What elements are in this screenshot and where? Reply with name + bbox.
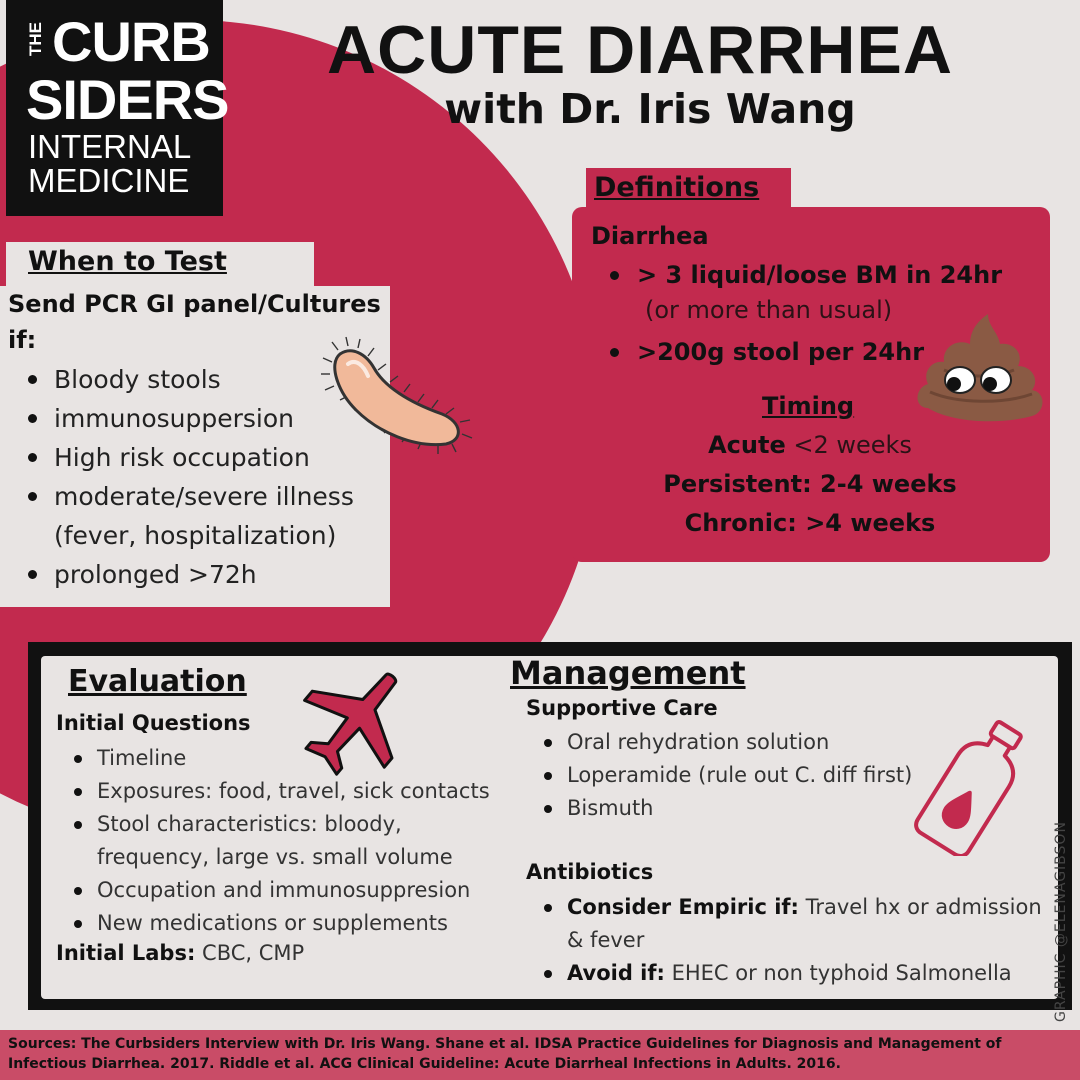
timing-persistent-text: Persistent: 2-4 weeks: [663, 470, 957, 498]
timing-persistent: [590, 469, 1030, 499]
timing-acute-value: <2 weeks: [785, 431, 912, 459]
antibiotics-item-text: Travel hx or admission & fever: [567, 895, 1042, 952]
initial-questions-list: [74, 742, 514, 940]
list-item: Exposures: food, travel, sick contacts: [74, 775, 514, 808]
list-item: New medications or supplements: [74, 907, 514, 940]
when-to-test-title: When to Test: [28, 246, 227, 277]
management-title: Management: [510, 654, 746, 692]
supportive-care-list: [544, 726, 944, 825]
definitions-subtitle: Diarrhea: [591, 222, 709, 250]
antibiotics-item-text: EHEC or non typhoid Salmonella: [664, 961, 1012, 985]
logo-siders: SIDERS: [26, 68, 229, 131]
curbsiders-logo: [6, 0, 229, 216]
list-item: Occupation and immunosuppresion: [74, 874, 514, 907]
antibiotics-item-label: Avoid if:: [567, 961, 665, 985]
initial-labs-label: Initial Labs:: [56, 941, 196, 965]
bacteria-icon: [318, 336, 478, 456]
list-item: immunosuppersion: [26, 399, 376, 438]
list-item: High risk occupation: [26, 438, 376, 477]
list-item: [544, 957, 1054, 990]
page-title: ACUTE DIARRHEA: [327, 12, 953, 88]
list-item: Oral rehydration solution: [544, 726, 944, 759]
graphic-credit: GRAPHIC @ELENAGIBSON: [1053, 821, 1069, 1022]
sources-footer: Sources: The Curbsiders Interview with Dr. Iris Wang. Shane et al. IDSA Practice Guidelines for Diagnosis and Management of Infectious Diarrhea. 2017. Riddle et al. ACG Clinical Guideline: Acute Diarrheal Infections in Adults. 2016.: [0, 1030, 1080, 1080]
list-item: moderate/severe illness (fever, hospitalization): [26, 477, 376, 555]
list-item: >200g stool per 24hr: [610, 333, 1030, 372]
definitions-note: (or more than usual): [645, 296, 893, 324]
list-item: Bloody stools: [26, 360, 376, 399]
list-item: Stool characteristics: bloody, frequency, large vs. small volume: [74, 808, 514, 874]
page-subtitle: with Dr. Iris Wang: [444, 85, 856, 133]
logo-the: THE: [26, 22, 45, 56]
antibiotics-list: [544, 891, 1054, 990]
logo-curb: CURB: [52, 10, 210, 73]
poop-emoji-icon: [914, 308, 1046, 438]
timing-chronic-text: Chronic: >4 weeks: [684, 509, 936, 537]
list-item: > 3 liquid/loose BM in 24hr: [610, 256, 1030, 295]
definitions-title: Definitions: [594, 172, 760, 203]
timing-acute-label: Acute: [708, 431, 786, 459]
water-bottle-icon: [904, 716, 1044, 856]
evaluation-title: Evaluation: [68, 664, 247, 699]
initial-labs-value: CBC, CMP: [195, 941, 305, 965]
list-item: [544, 891, 1054, 957]
timing-title: Timing: [762, 392, 855, 420]
list-item: Timeline: [74, 742, 514, 775]
list-item: Loperamide (rule out C. diff first): [544, 759, 944, 792]
timing-chronic: [590, 508, 1030, 538]
when-to-test-lead: Send PCR GI panel/Cultures if:: [8, 290, 381, 354]
logo-internal: INTERNAL: [28, 128, 192, 165]
initial-labs: [56, 941, 304, 965]
antibiotics-title: Antibiotics: [526, 860, 654, 884]
logo-medicine: MEDICINE: [28, 162, 190, 199]
list-item: Bismuth: [544, 792, 944, 825]
antibiotics-item-label: Consider Empiric if:: [567, 895, 799, 919]
list-item: prolonged >72h: [26, 555, 376, 594]
initial-questions-title: Initial Questions: [56, 711, 251, 735]
airplane-icon: [296, 664, 416, 776]
supportive-care-title: Supportive Care: [526, 696, 718, 720]
